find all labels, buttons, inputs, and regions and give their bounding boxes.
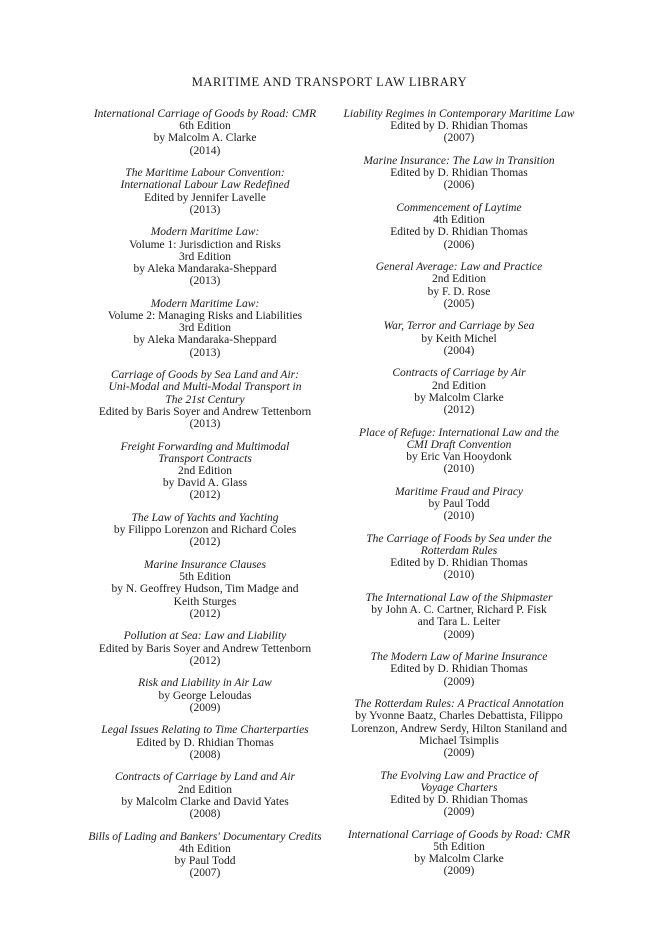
- left-column: [80, 108, 330, 890]
- book-entry: [334, 770, 584, 819]
- book-detail-line: (2012): [189, 489, 221, 502]
- book-detail-line: (2007): [189, 867, 221, 880]
- book-detail-line: Volume 1: Jurisdiction and Risks: [129, 238, 281, 251]
- page-title: MARITIME AND TRANSPORT LAW LIBRARY: [191, 75, 468, 89]
- book-detail-line: by Keith Michel: [421, 332, 497, 345]
- book-detail-line: (2009): [443, 865, 475, 878]
- book-detail-line: (2009): [189, 701, 221, 714]
- book-title-line: Marine Insurance Clauses: [143, 559, 266, 572]
- book-detail-line: (2012): [443, 404, 475, 417]
- book-detail-line: (2009): [443, 675, 475, 688]
- book-detail-line: by F. D. Rose: [427, 285, 491, 298]
- book-title-line: Contracts of Carriage by Air: [392, 367, 526, 380]
- book-entry: [334, 108, 584, 145]
- book-detail-line: (2006): [443, 179, 475, 192]
- book-detail-line: by Eric Van Hooydonk: [406, 451, 512, 464]
- book-entry: [80, 108, 330, 157]
- book-title-line: The Evolving Law and Practice of: [380, 769, 538, 782]
- book-detail-line: 2nd Edition: [178, 465, 232, 478]
- book-title-line: Freight Forwarding and Multimodal: [120, 440, 290, 453]
- book-detail-line: 2nd Edition: [432, 379, 486, 392]
- book-detail-line: by Yvonne Baatz, Charles Debattista, Filippo: [355, 710, 563, 723]
- book-title-line: Commencement of Laytime: [396, 202, 522, 214]
- book-detail-line: (2013): [189, 346, 221, 359]
- book-entry: [80, 724, 330, 761]
- book-detail-line: Edited by D. Rhidian Thomas: [390, 167, 528, 180]
- book-detail-line: 3rd Edition: [178, 250, 232, 263]
- book-detail-line: Edited by Jennifer Lavelle: [144, 191, 266, 204]
- book-title-line: The Maritime Labour Convention:: [125, 167, 285, 180]
- book-detail-line: 5th Edition: [179, 571, 231, 584]
- book-entry: [334, 651, 584, 688]
- book-detail-line: Edited by D. Rhidian Thomas: [390, 663, 528, 676]
- book-detail-line: (2010): [443, 569, 475, 582]
- book-entry: [334, 698, 584, 759]
- book-detail-line: by Malcolm Clarke and David Yates: [121, 795, 289, 808]
- book-detail-line: (2013): [189, 275, 221, 288]
- book-entry: [334, 202, 584, 251]
- book-detail-line: Keith Sturges: [173, 595, 237, 608]
- book-detail-line: 3rd Edition: [178, 322, 232, 335]
- book-detail-line: (2007): [443, 132, 475, 145]
- book-detail-line: 2nd Edition: [432, 273, 486, 286]
- book-entry: [334, 367, 584, 416]
- book-title-line: Transport Contracts: [158, 452, 252, 465]
- book-detail-line: (2012): [189, 536, 221, 549]
- book-entry: [334, 320, 584, 357]
- book-title-line: International Labour Law Redefined: [120, 179, 290, 192]
- book-detail-line: by George Leloudas: [158, 689, 252, 702]
- book-detail-line: (2013): [189, 418, 221, 431]
- book-detail-line: (2006): [443, 238, 475, 251]
- book-title-line: The 21st Century: [165, 393, 245, 406]
- book-title-line: Contracts of Carriage by Land and Air: [115, 771, 295, 784]
- book-entry: [334, 155, 584, 192]
- book-detail-line: by David A. Glass: [162, 477, 248, 490]
- book-detail-line: Michael Tsimplis: [419, 734, 499, 747]
- book-detail-line: (2004): [443, 344, 475, 357]
- book-entry: [80, 226, 330, 287]
- right-column: [334, 108, 584, 888]
- book-entry: [80, 771, 330, 820]
- book-title-line: International Carriage of Goods by Road: CMR: [347, 828, 571, 841]
- book-entry: [334, 427, 584, 476]
- book-title-line: Marine Insurance: The Law in Transition: [363, 155, 555, 167]
- book-entry: [80, 559, 330, 620]
- book-title-line: Modern Maritime Law:: [150, 226, 260, 239]
- book-title-line: The Modern Law of Marine Insurance: [370, 651, 548, 664]
- book-title-line: CMI Draft Convention: [406, 438, 512, 451]
- book-entry: [334, 533, 584, 582]
- book-title-line: The Law of Yachts and Yachting: [131, 512, 279, 525]
- book-detail-line: by John A. C. Cartner, Richard P. Fisk: [371, 604, 547, 617]
- book-title-line: Maritime Fraud and Piracy: [394, 485, 524, 498]
- book-detail-line: and Tara L. Leiter: [417, 616, 501, 629]
- book-detail-line: (2012): [189, 654, 221, 667]
- book-entry: [80, 512, 330, 549]
- book-entry: [80, 441, 330, 502]
- book-entry: [80, 298, 330, 359]
- book-title-line: General Average: Law and Practice: [375, 261, 543, 274]
- book-entry: [80, 167, 330, 216]
- book-detail-line: (2008): [189, 808, 221, 821]
- book-detail-line: (2008): [189, 748, 221, 761]
- book-detail-line: Edited by D. Rhidian Thomas: [136, 736, 274, 749]
- book-title-line: International Carriage of Goods by Road: CMR: [93, 108, 317, 120]
- book-detail-line: by Filippo Lorenzon and Richard Coles: [113, 524, 297, 537]
- book-detail-line: (2012): [189, 607, 221, 620]
- book-entry: [80, 369, 330, 430]
- book-detail-line: (2010): [443, 510, 475, 523]
- book-title-line: War, Terror and Carriage by Sea: [383, 320, 535, 333]
- book-title-line: Modern Maritime Law:: [150, 297, 260, 310]
- book-detail-line: by Paul Todd: [428, 498, 490, 511]
- book-title-line: Bills of Lading and Bankers' Documentary Credits: [88, 830, 322, 843]
- book-entry: [334, 592, 584, 641]
- book-detail-line: 4th Edition: [179, 842, 231, 855]
- book-detail-line: by Aleka Mandaraka-Sheppard: [133, 263, 277, 276]
- book-detail-line: (2009): [443, 747, 475, 760]
- book-detail-line: Edited by Baris Soyer and Andrew Tettenborn: [98, 405, 312, 418]
- book-title-line: Risk and Liability in Air Law: [138, 677, 272, 690]
- book-detail-line: (2005): [443, 297, 475, 310]
- book-title-line: Uni-Modal and Multi-Modal Transport in: [108, 381, 302, 394]
- book-detail-line: by Aleka Mandaraka-Sheppard: [133, 334, 277, 347]
- book-entry: [334, 829, 584, 878]
- book-entry: [334, 261, 584, 310]
- book-entry: [80, 630, 330, 667]
- book-title-line: Carriage of Goods by Sea Land and Air:: [111, 369, 299, 382]
- book-detail-line: Edited by D. Rhidian Thomas: [390, 226, 528, 239]
- book-detail-line: 4th Edition: [433, 214, 485, 227]
- book-detail-line: (2013): [189, 203, 221, 216]
- book-detail-line: by Malcolm Clarke: [414, 391, 504, 404]
- book-detail-line: Edited by D. Rhidian Thomas: [390, 557, 528, 570]
- book-entry: [334, 486, 584, 523]
- book-title-line: Voyage Charters: [420, 781, 498, 794]
- book-detail-line: Edited by D. Rhidian Thomas: [390, 120, 528, 133]
- book-detail-line: Edited by D. Rhidian Thomas: [390, 794, 528, 807]
- book-detail-line: 6th Edition: [179, 120, 231, 133]
- book-detail-line: by Paul Todd: [174, 855, 236, 868]
- book-title-line: The Carriage of Foods by Sea under the: [366, 532, 552, 545]
- book-detail-line: by N. Geoffrey Hudson, Tim Madge and: [111, 583, 299, 596]
- book-detail-line: Edited by Baris Soyer and Andrew Tettenborn: [98, 642, 312, 655]
- book-title-line: The Rotterdam Rules: A Practical Annotation: [354, 698, 564, 711]
- book-entry: [80, 831, 330, 880]
- book-title-line: Place of Refuge: International Law and the: [359, 426, 559, 439]
- book-detail-line: (2014): [189, 144, 221, 157]
- book-title-line: The International Law of the Shipmaster: [365, 592, 553, 605]
- book-detail-line: (2010): [443, 463, 475, 476]
- book-detail-line: (2009): [443, 628, 475, 641]
- book-title-line: Liability Regimes in Contemporary Maritime Law: [343, 108, 575, 120]
- book-detail-line: (2009): [443, 806, 475, 819]
- book-detail-line: Lorenzon, Andrew Serdy, Hilton Staniland and: [350, 722, 568, 735]
- book-detail-line: Volume 2: Managing Risks and Liabilities: [107, 310, 303, 323]
- book-detail-line: 2nd Edition: [178, 783, 232, 796]
- book-detail-line: by Malcolm Clarke: [414, 853, 504, 866]
- book-title-line: Legal Issues Relating to Time Charterparties: [101, 724, 309, 737]
- book-title-line: Rotterdam Rules: [420, 545, 498, 558]
- book-detail-line: by Malcolm A. Clarke: [153, 132, 257, 145]
- book-title-line: Pollution at Sea: Law and Liability: [123, 630, 287, 643]
- book-detail-line: 5th Edition: [433, 841, 485, 854]
- book-entry: [80, 677, 330, 714]
